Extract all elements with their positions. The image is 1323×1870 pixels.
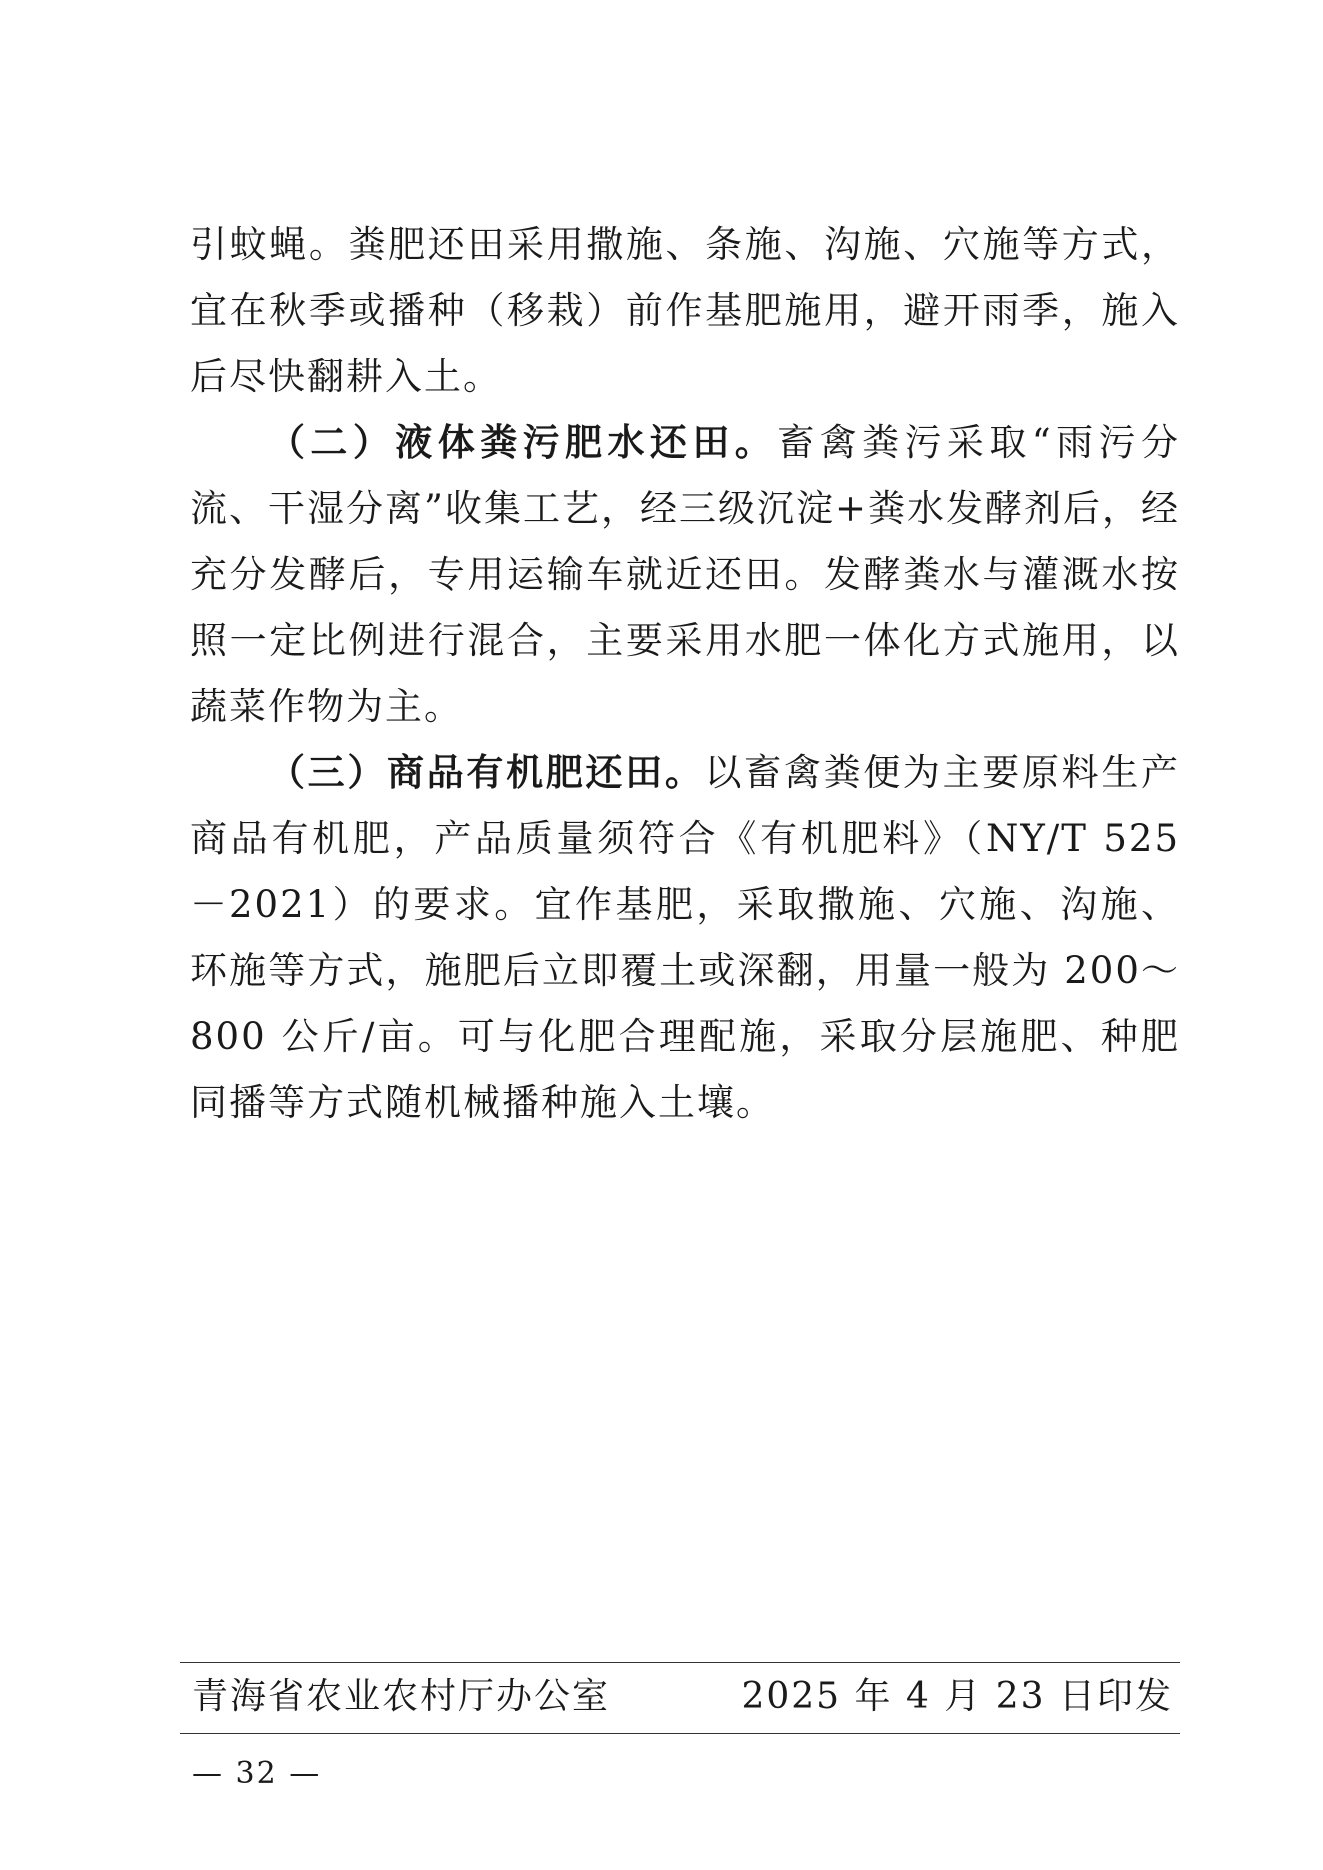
paragraph-text: 以畜禽粪便为主要原料生产商品有机肥，产品质量须符合《有机肥料》（NY/T 525－2021）的要求。宜作基肥，采取撒施、穴施、沟施、环施等方式，施肥后立即覆土或深翻，用量一般为 200～800 公斤/亩。可与化肥合理配施，采取分层施肥、种肥同播等方式随机械播种施入土壤。 bbox=[190, 751, 1180, 1124]
page-number: — 32 — bbox=[192, 1756, 322, 1791]
body-text bbox=[190, 212, 1180, 1136]
section-heading-liquid-manure: （二）液体粪污肥水还田。 bbox=[268, 421, 778, 464]
footer-top-rule bbox=[180, 1662, 1180, 1663]
issue-date: 2025 年 4 月 23 日印发 bbox=[741, 1676, 1173, 1717]
issuing-office: 青海省农业农村厅办公室 bbox=[192, 1676, 611, 1717]
paragraph-continuation bbox=[190, 212, 1180, 410]
footer-bottom-rule bbox=[180, 1733, 1180, 1734]
paragraph-liquid-manure bbox=[190, 410, 1180, 740]
paragraph-text: 畜禽粪污采取“雨污分流、干湿分离”收集工艺，经三级沉淀+粪水发酵剂后，经充分发酵后，专用运输车就近还田。发酵粪水与灌溉水按照一定比例进行混合，主要采用水肥一体化方式施用，以蔬菜作物为主。 bbox=[190, 421, 1180, 728]
paragraph-text: 引蚊蝇。粪肥还田采用撒施、条施、沟施、穴施等方式，宜在秋季或播种（移栽）前作基肥施用，避开雨季，施入后尽快翻耕入土。 bbox=[190, 223, 1180, 398]
section-heading-commercial-fertilizer: （三）商品有机肥还田。 bbox=[268, 751, 705, 794]
paragraph-commercial-organic-fertilizer bbox=[190, 740, 1180, 1136]
